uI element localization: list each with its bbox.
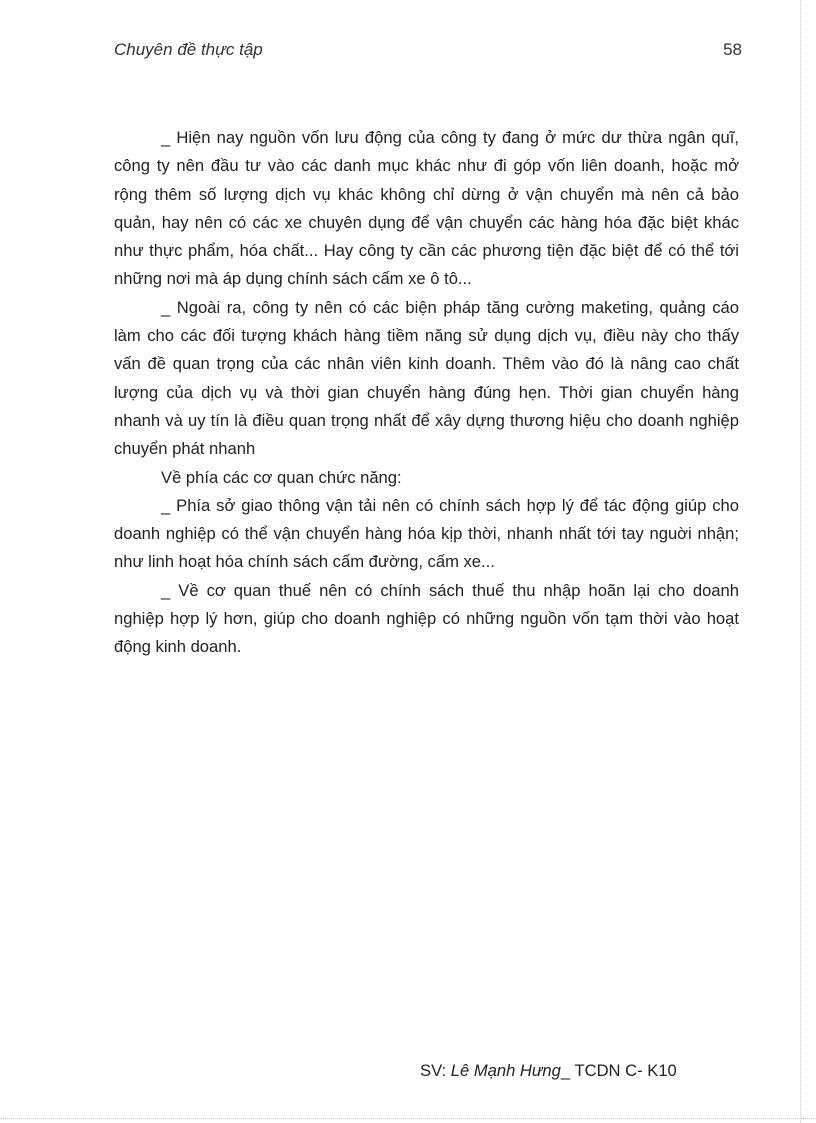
footer-student-name: Lê Mạnh Hưng — [450, 1061, 561, 1080]
page-border-bottom — [0, 1118, 816, 1119]
page-number: 58 — [723, 40, 742, 59]
page-footer — [420, 1061, 677, 1081]
paragraph-transport-department: _ Phía sở giao thông vận tải nên có chính sách hợp lý để tác động giúp cho doanh nghiệp có thể vận chuyển hàng hóa kịp thời, nhanh nhất tới tay nguời nhận; như linh hoạt hóa chính sách cấm đường, cấm xe... — [114, 495, 739, 572]
header-title: Chuyên đề thực tập — [114, 40, 263, 59]
footer-prefix: SV: — [420, 1061, 451, 1080]
paragraph-authorities-heading: Về phía các cơ quan chức năng: — [161, 467, 402, 487]
page-header — [114, 40, 742, 66]
footer-class: _ TCDN C- K10 — [560, 1061, 677, 1080]
paragraph-tax-authority: _ Về cơ quan thuế nên có chính sách thuế thu nhập hoãn lại cho doanh nghiệp hợp lý hơn, giúp cho doanh nghiệp có những nguồn vốn tạm thời vào hoạt động kinh doanh. — [114, 580, 739, 657]
page-border-right — [800, 0, 801, 1123]
document-body — [114, 124, 739, 662]
paragraph-marketing: _ Ngoài ra, công ty nên có các biện pháp tăng cường maketing, quảng cáo làm cho các đối tượng khách hàng tiềm năng sử dụng dịch vụ, điều này cho thấy vấn đề quan trọng của các nhân viên kinh doanh. Thêm vào đó là nâng cao chất lượng của dịch vụ và thời gian chuyển hàng đúng hẹn. Thời gian chuyển hàng nhanh và uy tín là điều quan trọng nhất để xây dựng thương hiệu cho doanh nghiệp chuyển phát nhanh — [114, 297, 739, 459]
paragraph-capital-investment: _ Hiện nay nguồn vốn lưu động của công ty đang ở mức dư thừa ngân quĩ, công ty nên đầu tư vào các danh mục khác như đi góp vốn liên doanh, hoặc mở rộng thêm số lượng dịch vụ khác không chỉ dừng ở vận chuyển mà nên cả bảo quản, hay nên có các xe chuyên dụng để vận chuyển các hàng hóa đặc biệt khác như thực phẩm, hóa chất... Hay công ty cần các phương tiện đặc biệt để có thể tới những nơi mà áp dụng chính sách cấm xe ô tô... — [114, 128, 739, 289]
